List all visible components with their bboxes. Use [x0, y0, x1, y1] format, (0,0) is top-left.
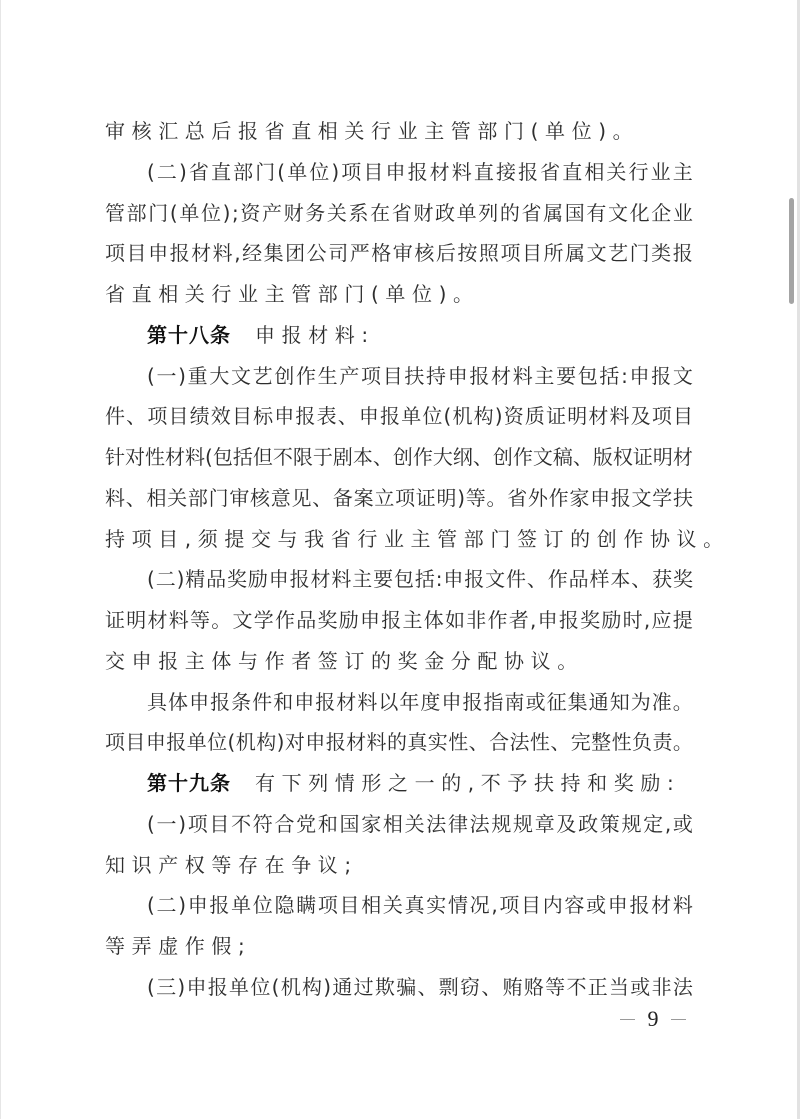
- article-heading: 第十八条: [147, 322, 231, 347]
- text-line: ( 一 ) 重 大 文 艺 创 作 生 产 项 目 扶 持 申 报 材 料 主 要 包 括 : 申 报 文: [147, 363, 693, 388]
- article-text: 有下列情形之一的,不予扶持和奖励:: [255, 771, 681, 795]
- article-line: [105, 315, 693, 356]
- text-line: 持项目,须提交与我省行业主管部门签订的创作协议。: [105, 526, 730, 551]
- vertical-scrollbar-thumb[interactable]: [789, 198, 794, 304]
- article-heading: 第十九条: [147, 771, 231, 795]
- article-text: 申报材料:: [255, 322, 375, 347]
- text-line: 等弄虚作假;: [105, 934, 252, 958]
- text-line: 具 体 申 报 条 件 和 申 报 材 料 以 年 度 申 报 指 南 或 征 集 通 知 为 准 。: [147, 689, 693, 714]
- text-line: 管 部 门 ( 单 位 ) ; 资 产 财 务 关 系 在 省 财 政 单 列 的 省 属 国 有 文 化 企 业: [105, 200, 693, 225]
- text-line: ( 一 ) 项 目 不 符 合 党 和 国 家 相 关 法 律 法 规 规 章 及 政 策 规 定 , 或: [147, 811, 693, 836]
- text-line: ( 二 ) 精 品 奖 励 申 报 材 料 主 要 包 括 : 申 报 文 件 、 作 品 样 本 、 获 奖: [147, 567, 693, 592]
- text-line: 针 对 性 材 料 ( 包 括 但 不 限 于 剧 本 、 创 作 大 纲 、 创 作 文 稿 、 版 权 证 明 材: [105, 445, 693, 469]
- text-line: ( 三 ) 申 报 单 位 ( 机 构 ) 通 过 欺 骗 、 剽 窃 、 贿 赂 等 不 正 当 或 非 法: [147, 974, 693, 999]
- page-number-dash-left: [620, 1019, 635, 1020]
- page-number-value: 9: [647, 1006, 659, 1031]
- page-number-dash-right: [671, 1019, 686, 1020]
- text-line: 项 目 申 报 材 料 , 经 集 团 公 司 严 格 审 核 后 按 照 项 目 所 属 文 艺 门 类 报: [105, 241, 693, 266]
- text-line: 料 、 相 关 部 门 审 核 意 见 、 备 案 立 项 证 明 ) 等 。 省 外 作 家 申 报 文 学 扶: [105, 485, 693, 510]
- text-line: 审核汇总后报省直相关行业主管部门(单位)。: [105, 119, 640, 143]
- text-line: ( 二 ) 省 直 部 门 ( 单 位 ) 项 目 申 报 材 料 直 接 报 省 直 相 关 行 业 主: [147, 159, 693, 184]
- page-border-left: [0, 0, 1, 1119]
- article-line: [105, 763, 693, 804]
- text-line: ( 二 ) 申 报 单 位 隐 瞒 项 目 相 关 真 实 情 况 , 项 目 内 容 或 申 报 材 料: [147, 893, 693, 918]
- text-line: 证 明 材 料 等 。 文 学 作 品 奖 励 申 报 主 体 如 非 作 者 , 申 报 奖 励 时 , 应 提: [105, 608, 693, 632]
- text-line: 省直相关行业主管部门(单位)。: [105, 282, 480, 306]
- text-line: 交申报主体与作者签订的奖金分配协议。: [105, 648, 584, 673]
- document-page: [105, 111, 730, 1008]
- text-line: 项 目 申 报 单 位 ( 机 构 ) 对 申 报 材 料 的 真 实 性 、 合 法 性 、 完 整 性 负 责 。: [105, 730, 693, 755]
- text-line: 件 、 项 目 绩 效 目 标 申 报 表 、 申 报 单 位 ( 机 构 ) 资 质 证 明 材 料 及 项 目: [105, 404, 693, 429]
- text-line: 知识产权等存在争议;: [105, 852, 358, 877]
- page-number: [620, 1006, 686, 1032]
